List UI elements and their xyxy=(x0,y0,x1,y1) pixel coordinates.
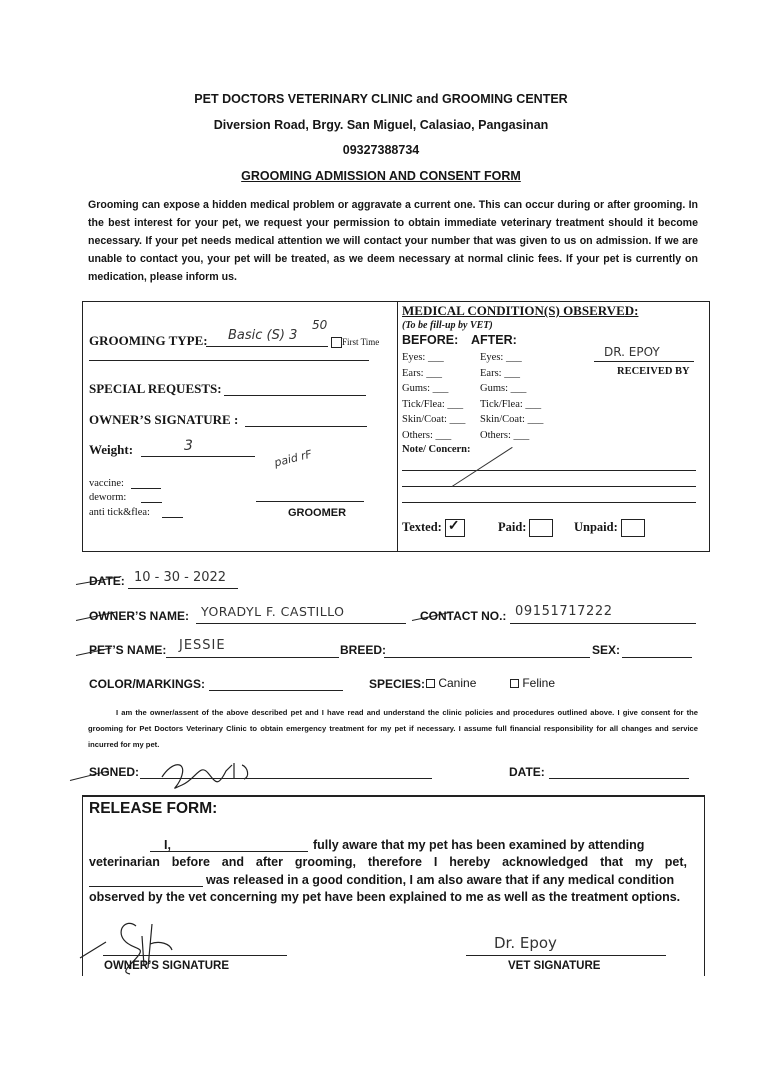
check-mark-icon: ✓ xyxy=(447,519,460,534)
before-tick: Tick/Flea: ___ xyxy=(402,398,464,410)
grooming-type-extra: 50 xyxy=(312,318,328,332)
received-by-value: DR. EPOY xyxy=(604,345,660,359)
texted-label: Texted: xyxy=(402,519,442,534)
unpaid-checkbox[interactable] xyxy=(621,519,645,537)
deworm-field[interactable] xyxy=(141,502,162,503)
before-gums: Gums: ___ xyxy=(402,383,449,395)
weight-field[interactable] xyxy=(141,456,255,457)
feline-label: Feline xyxy=(522,676,556,690)
groomer-signature-line[interactable] xyxy=(256,501,364,502)
release-name-field[interactable] xyxy=(150,851,308,852)
after-eyes: Eyes: ___ xyxy=(480,352,522,363)
date2-label: DATE: xyxy=(509,765,545,779)
breed-label: BREED: xyxy=(340,643,387,657)
vet-signature-label: VET SIGNATURE xyxy=(508,960,601,972)
paid-checkbox[interactable] xyxy=(529,519,553,537)
texted-option[interactable] xyxy=(402,519,465,537)
before-ears: Ears: ___ xyxy=(402,367,442,379)
species-feline-option[interactable] xyxy=(510,676,555,690)
contact-value: 09151717222 xyxy=(515,604,613,619)
owner-name-value: YORADYL F. CASTILLO xyxy=(201,604,345,619)
color-field[interactable] xyxy=(209,690,343,691)
after-tick: Tick/Flea: ___ xyxy=(480,398,542,410)
vet-signature-value: Dr. Epoy xyxy=(494,934,557,952)
box-divider xyxy=(397,301,398,552)
weight-value: 3 xyxy=(184,438,193,454)
release-line4: observed by the vet concerning my pet have been explained to me as well as the treatment options. xyxy=(89,890,681,904)
pet-name-value: JESSIE xyxy=(179,638,226,653)
weight-label: Weight: xyxy=(89,442,134,457)
owner-signature-label: OWNER’S SIGNATURE : xyxy=(89,412,239,427)
release-title: RELEASE FORM: xyxy=(89,800,218,817)
after-label: AFTER: xyxy=(471,333,517,347)
anti-tick-field[interactable] xyxy=(162,517,183,518)
clinic-name: PET DOCTORS VETERINARY CLINIC and GROOMING CENTER xyxy=(194,92,568,106)
special-requests-field[interactable] xyxy=(224,395,366,396)
deworm-label: deworm: xyxy=(89,492,127,503)
first-time-label: First Time xyxy=(342,337,380,347)
anti-tick-label: anti tick&flea: xyxy=(89,507,150,518)
first-time-option[interactable] xyxy=(331,337,379,348)
paid-label: Paid: xyxy=(498,519,527,534)
sex-field[interactable] xyxy=(622,657,692,658)
note-line-1[interactable] xyxy=(402,470,696,471)
unpaid-label: Unpaid: xyxy=(574,519,618,534)
after-others: Others: ___ xyxy=(480,429,530,441)
release-line2: veterinarian before and after grooming, therefore I hereby acknowledged that my pet, xyxy=(89,855,687,869)
date-value: 10 - 30 - 2022 xyxy=(134,570,227,585)
release-line1-a: I, xyxy=(164,838,171,852)
paid-note: paid rF xyxy=(272,447,314,470)
after-ears: Ears: ___ xyxy=(480,367,520,379)
species-label: SPECIES: xyxy=(369,677,426,691)
form-title: GROOMING ADMISSION AND CONSENT FORM xyxy=(241,169,521,183)
date-label: DATE: xyxy=(89,574,125,588)
note-line-3[interactable] xyxy=(402,502,696,503)
owner-release-signature-line[interactable] xyxy=(103,955,287,956)
medical-subtitle: (To be fill-up by VET) xyxy=(402,320,493,331)
grooming-type-extra-line xyxy=(89,360,369,361)
canine-checkbox[interactable] xyxy=(426,679,435,688)
vaccine-row xyxy=(89,478,124,489)
color-label: COLOR/MARKINGS: xyxy=(89,677,205,691)
date2-field[interactable] xyxy=(549,778,689,779)
vaccine-label: vaccine: xyxy=(89,478,124,489)
clinic-address: Diversion Road, Brgy. San Miguel, Calasiao, Pangasinan xyxy=(213,118,549,132)
special-requests-label: SPECIAL REQUESTS: xyxy=(89,381,222,396)
paid-option[interactable] xyxy=(498,519,553,537)
texted-checkbox[interactable] xyxy=(445,519,465,537)
before-skin: Skin/Coat: ___ xyxy=(402,414,466,426)
vet-signature-line[interactable] xyxy=(466,955,666,956)
owner-name-label: OWNER’S NAME: xyxy=(89,609,189,623)
groomer-label: GROOMER xyxy=(288,507,347,519)
owner-signature-release-label: OWNER’S SIGNATURE xyxy=(104,960,230,972)
sex-label: SEX: xyxy=(592,643,621,657)
grooming-type-value: Basic (S) 3 xyxy=(228,328,298,343)
before-others: Others: ___ xyxy=(402,429,452,441)
received-by-label: RECEIVED BY xyxy=(617,366,690,377)
contact-label: CONTACT NO.: xyxy=(420,609,507,623)
pet-name-field[interactable] xyxy=(166,657,339,658)
release-pet-field[interactable] xyxy=(89,886,203,887)
species-canine-option[interactable] xyxy=(426,676,476,690)
owner-name-field[interactable] xyxy=(196,623,406,624)
feline-checkbox[interactable] xyxy=(510,679,519,688)
signed-label: SIGNED: xyxy=(89,765,140,779)
note-line-2[interactable] xyxy=(402,486,696,487)
intro-paragraph: Grooming can expose a hidden medical problem or aggravate a current one. This can occur during or after grooming. In the best interest for your pet, we request your permission to obtain immediate veterinary treatment should it become necessary. If your pet needs medical attention we will contact your number that was given to us on admission. If we are unable to contact you, your pet will be treated, as we deem necessary at normal clinic fees. If your pet is currently on medication, please inform us. xyxy=(88,199,698,283)
owner-signature-field[interactable] xyxy=(245,426,367,427)
canine-label: Canine xyxy=(438,676,477,690)
grooming-type-label: GROOMING TYPE: xyxy=(89,333,208,348)
first-time-checkbox[interactable] xyxy=(331,337,342,348)
unpaid-option[interactable] xyxy=(574,519,645,537)
medical-before-list xyxy=(402,350,465,444)
note-label: Note/ Concern: xyxy=(402,444,471,455)
medical-title: MEDICAL CONDITION(S) OBSERVED: xyxy=(402,303,639,318)
date-field[interactable] xyxy=(128,588,238,589)
pet-name-label: PET’S NAME: xyxy=(89,643,167,657)
clinic-phone: 09327388734 xyxy=(342,143,420,157)
breed-field[interactable] xyxy=(384,657,590,658)
owner-signature-scribble xyxy=(152,757,262,793)
release-line3: was released in a good condition, I am also aware that if any medical condition xyxy=(206,873,675,887)
release-line1-b: fully aware that my pet has been examined by attending xyxy=(313,838,645,852)
received-by-line[interactable] xyxy=(594,361,694,362)
contact-field[interactable] xyxy=(510,623,696,624)
before-eyes: Eyes: ___ xyxy=(402,352,444,363)
consent-paragraph: I am the owner/assent of the above described pet and I have read and understand the clinic policies and procedures outlined above. I give consent for the grooming for Pet Doctors Veterinary Clinic to obtain emergency treatment for my pet if necessary. I assume full financial responsibility for all changes and service incurred for my pet. xyxy=(88,708,698,749)
vaccine-field[interactable] xyxy=(131,488,161,489)
medical-after-list xyxy=(480,350,543,444)
before-label: BEFORE: xyxy=(402,333,459,347)
after-skin: Skin/Coat: ___ xyxy=(480,414,544,426)
after-gums: Gums: ___ xyxy=(480,383,527,395)
